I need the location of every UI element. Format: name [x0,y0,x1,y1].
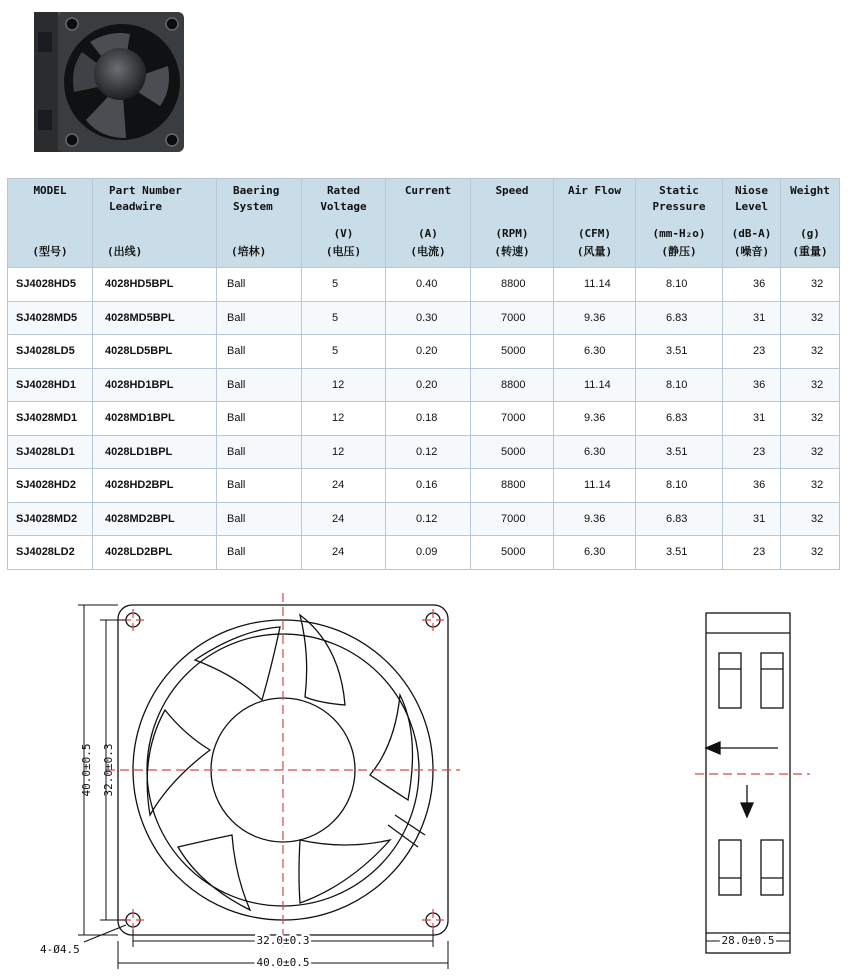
header-unit: (mm-H₂o) [652,227,706,240]
cell-weight: 32 [781,402,840,436]
cell-bearing: Ball [217,536,302,570]
header-zh: (静压) [661,245,697,258]
cell-voltage: 24 [302,536,386,570]
header-zh: (噪音) [733,245,770,258]
cell-voltage: 12 [302,435,386,469]
header-weight [781,179,840,268]
header-zh: (电压) [325,245,362,258]
cell-air-flow: 11.14 [554,268,636,302]
cell-static-pressure: 3.51 [636,335,723,369]
airflow-arrow-icon [706,742,778,754]
cell-noise-level: 23 [723,536,781,570]
dim-outer-width: 40.0±0.5 [256,956,310,969]
table-row [8,301,840,335]
header-voltage [302,179,386,268]
cell-speed: 7000 [471,402,554,436]
cell-part-number: 4028HD5BPL [93,268,217,302]
cell-weight: 32 [781,435,840,469]
cell-voltage: 5 [302,301,386,335]
dim-outer-height: 40.0±0.5 [80,743,93,797]
cell-model: SJ4028LD1 [8,435,93,469]
dim-inner-height: 32.0±0.3 [102,743,115,797]
cell-model: SJ4028MD2 [8,502,93,536]
spec-table-body [8,268,840,570]
header-unit: (RPM) [495,227,529,240]
center-lines [106,593,810,947]
cell-part-number: 4028LD2BPL [93,536,217,570]
cell-static-pressure: 6.83 [636,301,723,335]
cell-bearing: Ball [217,502,302,536]
cell-speed: 8800 [471,469,554,503]
cell-noise-level: 31 [723,502,781,536]
cell-bearing: Ball [217,402,302,436]
header-label: Air Flow [568,184,621,197]
cell-model: SJ4028HD5 [8,268,93,302]
header-label: Speed [495,184,529,197]
table-row [8,502,840,536]
cell-part-number: 4028HD2BPL [93,469,217,503]
cell-static-pressure: 8.10 [636,469,723,503]
cell-bearing: Ball [217,301,302,335]
cell-current: 0.12 [386,435,471,469]
cell-current: 0.09 [386,536,471,570]
cell-bearing: Ball [217,368,302,402]
cell-voltage: 5 [302,268,386,302]
header-label: MODEL [33,184,67,197]
cell-speed: 5000 [471,435,554,469]
dimension-drawing [0,585,850,977]
cell-noise-level: 36 [723,268,781,302]
header-label: Rated Voltage [320,184,367,213]
header-static-pressure [636,179,723,268]
dim-side-width: 28.0±0.5 [721,934,775,947]
header-label: Current [404,184,452,197]
cell-weight: 32 [781,301,840,335]
table-row [8,268,840,302]
cell-model: SJ4028MD1 [8,402,93,436]
cell-static-pressure: 6.83 [636,502,723,536]
table-row [8,335,840,369]
header-label: Niose Level [734,184,769,213]
dimension-lines [78,605,790,969]
table-row [8,368,840,402]
cell-current: 0.20 [386,368,471,402]
header-noise-level [723,179,781,268]
cell-weight: 32 [781,469,840,503]
cell-current: 0.30 [386,301,471,335]
hole-callout: 4-Ø4.5 [40,943,80,956]
cell-part-number: 4028HD1BPL [93,368,217,402]
cell-noise-level: 31 [723,301,781,335]
cell-static-pressure: 8.10 [636,368,723,402]
header-zh: (出线) [107,245,143,258]
cell-current: 0.18 [386,402,471,436]
cell-model: SJ4028HD2 [8,469,93,503]
header-zh: (型号) [32,245,68,258]
cell-part-number: 4028MD1BPL [93,402,217,436]
cell-speed: 5000 [471,536,554,570]
cell-bearing: Ball [217,435,302,469]
cell-noise-level: 31 [723,402,781,436]
cell-voltage: 5 [302,335,386,369]
cell-speed: 8800 [471,268,554,302]
cell-speed: 7000 [471,301,554,335]
cell-air-flow: 6.30 [554,435,636,469]
header-zh: (重量) [792,245,828,258]
cell-static-pressure: 3.51 [636,435,723,469]
cell-current: 0.12 [386,502,471,536]
table-row [8,435,840,469]
cell-weight: 32 [781,502,840,536]
cell-air-flow: 6.30 [554,335,636,369]
cell-current: 0.40 [386,268,471,302]
header-model [8,179,93,268]
cell-noise-level: 23 [723,435,781,469]
header-zh: (培林) [231,245,267,258]
cell-air-flow: 11.14 [554,368,636,402]
header-unit: (CFM) [577,227,612,240]
header-label: Static Pressure [652,184,706,213]
cell-part-number: 4028LD5BPL [93,335,217,369]
header-bearing [217,179,302,268]
cell-weight: 32 [781,536,840,570]
header-part-number [93,179,217,268]
header-label: Baering System [233,184,280,213]
cell-noise-level: 36 [723,469,781,503]
cell-part-number: 4028LD1BPL [93,435,217,469]
cell-air-flow: 6.30 [554,536,636,570]
header-unit: (g) [800,227,820,240]
cell-weight: 32 [781,368,840,402]
header-zh: (电流) [410,245,446,258]
header-air-flow [554,179,636,268]
side-view [706,613,790,953]
header-speed [471,179,554,268]
table-row [8,536,840,570]
table-row [8,402,840,436]
cell-speed: 8800 [471,368,554,402]
cell-noise-level: 36 [723,368,781,402]
cell-static-pressure: 8.10 [636,268,723,302]
cell-bearing: Ball [217,469,302,503]
cell-voltage: 24 [302,469,386,503]
cell-weight: 32 [781,335,840,369]
cell-speed: 7000 [471,502,554,536]
cell-air-flow: 9.36 [554,402,636,436]
spec-table [7,178,840,570]
table-row [8,469,840,503]
cell-model: SJ4028LD5 [8,335,93,369]
cell-voltage: 12 [302,402,386,436]
cell-bearing: Ball [217,335,302,369]
cell-air-flow: 9.36 [554,502,636,536]
header-current [386,179,471,268]
cell-static-pressure: 6.83 [636,402,723,436]
fan-photo-icon [30,2,195,160]
cell-model: SJ4028MD5 [8,301,93,335]
dim-inner-width: 32.0±0.3 [256,934,310,947]
cell-current: 0.20 [386,335,471,369]
cell-voltage: 24 [302,502,386,536]
cell-noise-level: 23 [723,335,781,369]
rotation-arrow-icon [741,785,753,817]
cell-air-flow: 9.36 [554,301,636,335]
cell-weight: 32 [781,268,840,302]
header-unit: (V) [333,227,354,240]
header-label: Part Number Leadwire [109,184,182,213]
header-label: Weight [790,184,830,197]
header-zh: (风量) [576,245,613,258]
cell-speed: 5000 [471,335,554,369]
cell-model: SJ4028HD1 [8,368,93,402]
header-unit: (A) [418,227,438,240]
cell-model: SJ4028LD2 [8,536,93,570]
header-zh: (转速) [494,245,530,258]
header-unit: (dB-A) [731,227,772,240]
cell-bearing: Ball [217,268,302,302]
cell-static-pressure: 3.51 [636,536,723,570]
cell-air-flow: 11.14 [554,469,636,503]
cell-current: 0.16 [386,469,471,503]
cell-voltage: 12 [302,368,386,402]
cell-part-number: 4028MD5BPL [93,301,217,335]
cell-part-number: 4028MD2BPL [93,502,217,536]
header-row [8,179,840,268]
